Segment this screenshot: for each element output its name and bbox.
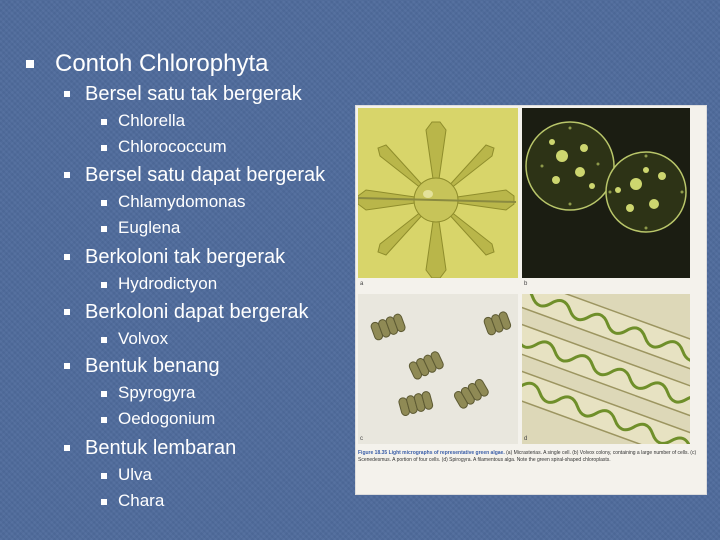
list-item: Chlamydomonas [118, 192, 246, 211]
section-label: Bersel satu tak bergerak [85, 83, 302, 105]
section-bullet [64, 172, 70, 178]
item-bullet [101, 282, 107, 288]
volvox-image [522, 108, 690, 278]
list-item: Chara [118, 491, 165, 510]
title-bullet [26, 60, 34, 68]
item-bullet [101, 473, 107, 479]
section-bullet [64, 254, 70, 260]
panel-label-c: c [360, 436, 363, 442]
item-bullet [101, 417, 107, 423]
caption-title: Light micrographs of representative green algae. [388, 450, 505, 456]
panel-label-d: d [524, 436, 528, 442]
spirogyra-image [522, 294, 690, 444]
section-bullet [64, 445, 70, 451]
caption-text: (a) Micrasterias. A single cell. (b) Volvox colony, containing a large number of cells. (c) Scenedesmus. A portion of four cells. (d) Spirogyra. A filamentous alga. Note the green spiral-shaped chloroplasts. [358, 450, 697, 463]
micrograph-panel-spirogyra [522, 294, 690, 444]
section-bullet [64, 363, 70, 369]
list-item: Oedogonium [118, 409, 216, 428]
algae-micrograph-figure [355, 105, 707, 495]
list-item: Hydrodictyon [118, 274, 218, 293]
micrasterias-image [358, 108, 518, 278]
section-label: Berkoloni dapat bergerak [85, 301, 309, 323]
panel-label-a: a [360, 281, 364, 287]
caption-number: Figure 18.35 [358, 450, 388, 456]
section-bullet [64, 91, 70, 97]
micrograph-panel-scenedesmus [358, 294, 518, 444]
section-label: Berkoloni tak bergerak [85, 246, 286, 268]
slide-title: Contoh Chlorophyta [55, 50, 269, 77]
scenedesmus-image [358, 294, 518, 444]
item-bullet [101, 200, 107, 206]
section-label: Bentuk lembaran [85, 437, 237, 459]
item-bullet [101, 226, 107, 232]
list-item: Euglena [118, 218, 181, 237]
item-bullet [101, 119, 107, 125]
list-item: Chlorella [118, 111, 186, 130]
list-item: Spyrogyra [118, 383, 196, 402]
list-item: Volvox [118, 329, 169, 348]
section-bullet [64, 309, 70, 315]
panel-label-b: b [524, 281, 528, 287]
figure-caption [356, 450, 706, 480]
list-item: Chlorococcum [118, 137, 227, 156]
section-label: Bersel satu dapat bergerak [85, 164, 326, 186]
item-bullet [101, 145, 107, 151]
item-bullet [101, 391, 107, 397]
micrograph-panel-volvox [522, 108, 690, 278]
item-bullet [101, 499, 107, 505]
list-item: Ulva [118, 465, 153, 484]
item-bullet [101, 337, 107, 343]
section-label: Bentuk benang [85, 355, 220, 377]
micrograph-panel-micrasterias [358, 108, 518, 278]
